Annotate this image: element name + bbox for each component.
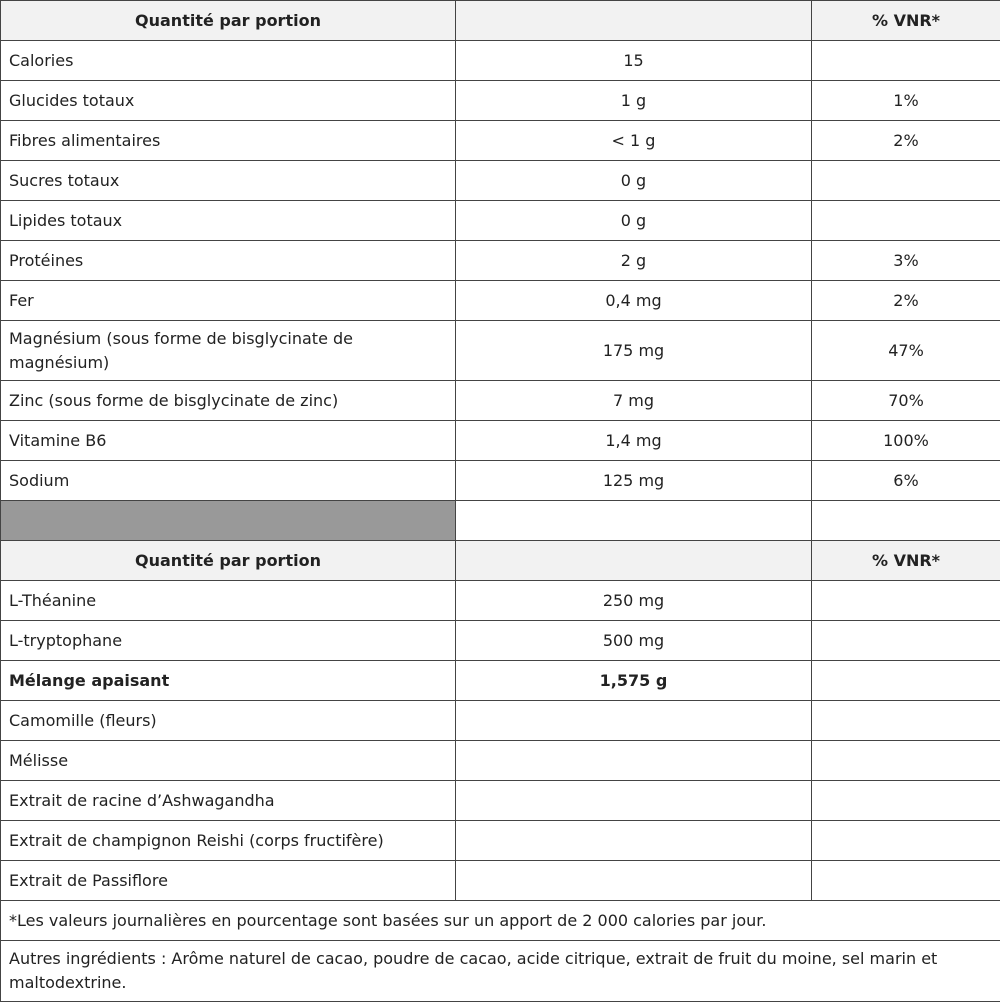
blend-amount: 1,575 g bbox=[456, 661, 812, 701]
nutrient-dv: 3% bbox=[812, 241, 1000, 281]
ingredient-name: L-Théanine bbox=[1, 581, 456, 621]
nutrient-dv bbox=[812, 201, 1000, 241]
ingredient-dv bbox=[812, 861, 1000, 901]
nutrient-dv: 70% bbox=[812, 381, 1000, 421]
ingredient-name: Extrait de champignon Reishi (corps fructifère) bbox=[1, 821, 456, 861]
nutrient-name: Sodium bbox=[1, 461, 456, 501]
ingredient-dv bbox=[812, 701, 1000, 741]
nutrient-name: Sucres totaux bbox=[1, 161, 456, 201]
ingredient-name: Extrait de Passiflore bbox=[1, 861, 456, 901]
header-blank bbox=[456, 1, 812, 41]
nutrient-amount: 1 g bbox=[456, 81, 812, 121]
nutrient-dv: 2% bbox=[812, 121, 1000, 161]
table-row bbox=[1, 81, 1000, 121]
nutrient-amount: 15 bbox=[456, 41, 812, 81]
ingredient-amount: 250 mg bbox=[456, 581, 812, 621]
ingredient-dv bbox=[812, 821, 1000, 861]
table-row bbox=[1, 201, 1000, 241]
table-row bbox=[1, 41, 1000, 81]
nutrient-name: Fer bbox=[1, 281, 456, 321]
nutrient-dv: 2% bbox=[812, 281, 1000, 321]
nutrient-amount: 0 g bbox=[456, 201, 812, 241]
nutrient-amount: 7 mg bbox=[456, 381, 812, 421]
table-row bbox=[1, 581, 1000, 621]
header-row bbox=[1, 1, 1000, 41]
nutrient-name: Calories bbox=[1, 41, 456, 81]
ingredient-amount bbox=[456, 781, 812, 821]
table-row bbox=[1, 321, 1000, 381]
footnote: *Les valeurs journalières en pourcentage sont basées sur un apport de 2 000 calories par jour. bbox=[1, 901, 1000, 941]
footnote-row bbox=[1, 901, 1000, 941]
ingredient-dv bbox=[812, 741, 1000, 781]
table-row bbox=[1, 621, 1000, 661]
nutrient-dv: 100% bbox=[812, 421, 1000, 461]
nutrient-dv: 1% bbox=[812, 81, 1000, 121]
ingredient-amount bbox=[456, 701, 812, 741]
ingredient-amount bbox=[456, 821, 812, 861]
gray-separator bbox=[1, 501, 456, 541]
ingredient-name: Camomille (fleurs) bbox=[1, 701, 456, 741]
ingredient-name: L-tryptophane bbox=[1, 621, 456, 661]
nutrient-name: Protéines bbox=[1, 241, 456, 281]
ingredient-dv bbox=[812, 581, 1000, 621]
table-row bbox=[1, 741, 1000, 781]
other-ingredients: Autres ingrédients : Arôme naturel de cacao, poudre de cacao, acide citrique, extrait de fruit du moine, sel marin et maltodextrine. bbox=[1, 941, 1000, 1002]
ingredient-name: Mélisse bbox=[1, 741, 456, 781]
table-row bbox=[1, 661, 1000, 701]
nutrient-amount: 2 g bbox=[456, 241, 812, 281]
nutrient-amount: 175 mg bbox=[456, 321, 812, 381]
nutrient-name: Fibres alimentaires bbox=[1, 121, 456, 161]
nutrient-amount: 0 g bbox=[456, 161, 812, 201]
ingredient-dv bbox=[812, 621, 1000, 661]
nutrient-amount: 0,4 mg bbox=[456, 281, 812, 321]
nutrient-name: Lipides totaux bbox=[1, 201, 456, 241]
ingredient-amount: 500 mg bbox=[456, 621, 812, 661]
blend-name: Mélange apaisant bbox=[1, 661, 456, 701]
table-row bbox=[1, 461, 1000, 501]
header-daily-value: % VNR* bbox=[812, 541, 1000, 581]
ingredient-dv bbox=[812, 661, 1000, 701]
table-row bbox=[1, 161, 1000, 201]
ingredient-name: Extrait de racine d’Ashwagandha bbox=[1, 781, 456, 821]
nutrient-amount: 125 mg bbox=[456, 461, 812, 501]
table-row bbox=[1, 781, 1000, 821]
nutrient-dv bbox=[812, 41, 1000, 81]
header-daily-value: % VNR* bbox=[812, 1, 1000, 41]
table-row bbox=[1, 861, 1000, 901]
ingredient-dv bbox=[812, 781, 1000, 821]
other-ingredients-row bbox=[1, 941, 1000, 1002]
table-row bbox=[1, 821, 1000, 861]
table-row bbox=[1, 421, 1000, 461]
blank-cell bbox=[812, 501, 1000, 541]
header-blank bbox=[456, 541, 812, 581]
ingredient-amount bbox=[456, 861, 812, 901]
nutrient-dv: 47% bbox=[812, 321, 1000, 381]
table-row bbox=[1, 701, 1000, 741]
header-row-2 bbox=[1, 541, 1000, 581]
table-row bbox=[1, 381, 1000, 421]
nutrient-dv bbox=[812, 161, 1000, 201]
nutrient-name: Vitamine B6 bbox=[1, 421, 456, 461]
nutrient-name: Magnésium (sous forme de bisglycinate de magnésium) bbox=[1, 321, 456, 381]
nutrient-name: Glucides totaux bbox=[1, 81, 456, 121]
nutrient-amount: 1,4 mg bbox=[456, 421, 812, 461]
table-row bbox=[1, 121, 1000, 161]
header-amount-per-serving: Quantité par portion bbox=[1, 541, 456, 581]
table-row bbox=[1, 241, 1000, 281]
ingredient-amount bbox=[456, 741, 812, 781]
blank-cell bbox=[456, 501, 812, 541]
nutrient-amount: < 1 g bbox=[456, 121, 812, 161]
separator-row bbox=[1, 501, 1000, 541]
table-row bbox=[1, 281, 1000, 321]
header-amount-per-serving: Quantité par portion bbox=[1, 1, 456, 41]
nutrient-dv: 6% bbox=[812, 461, 1000, 501]
nutrient-name: Zinc (sous forme de bisglycinate de zinc) bbox=[1, 381, 456, 421]
